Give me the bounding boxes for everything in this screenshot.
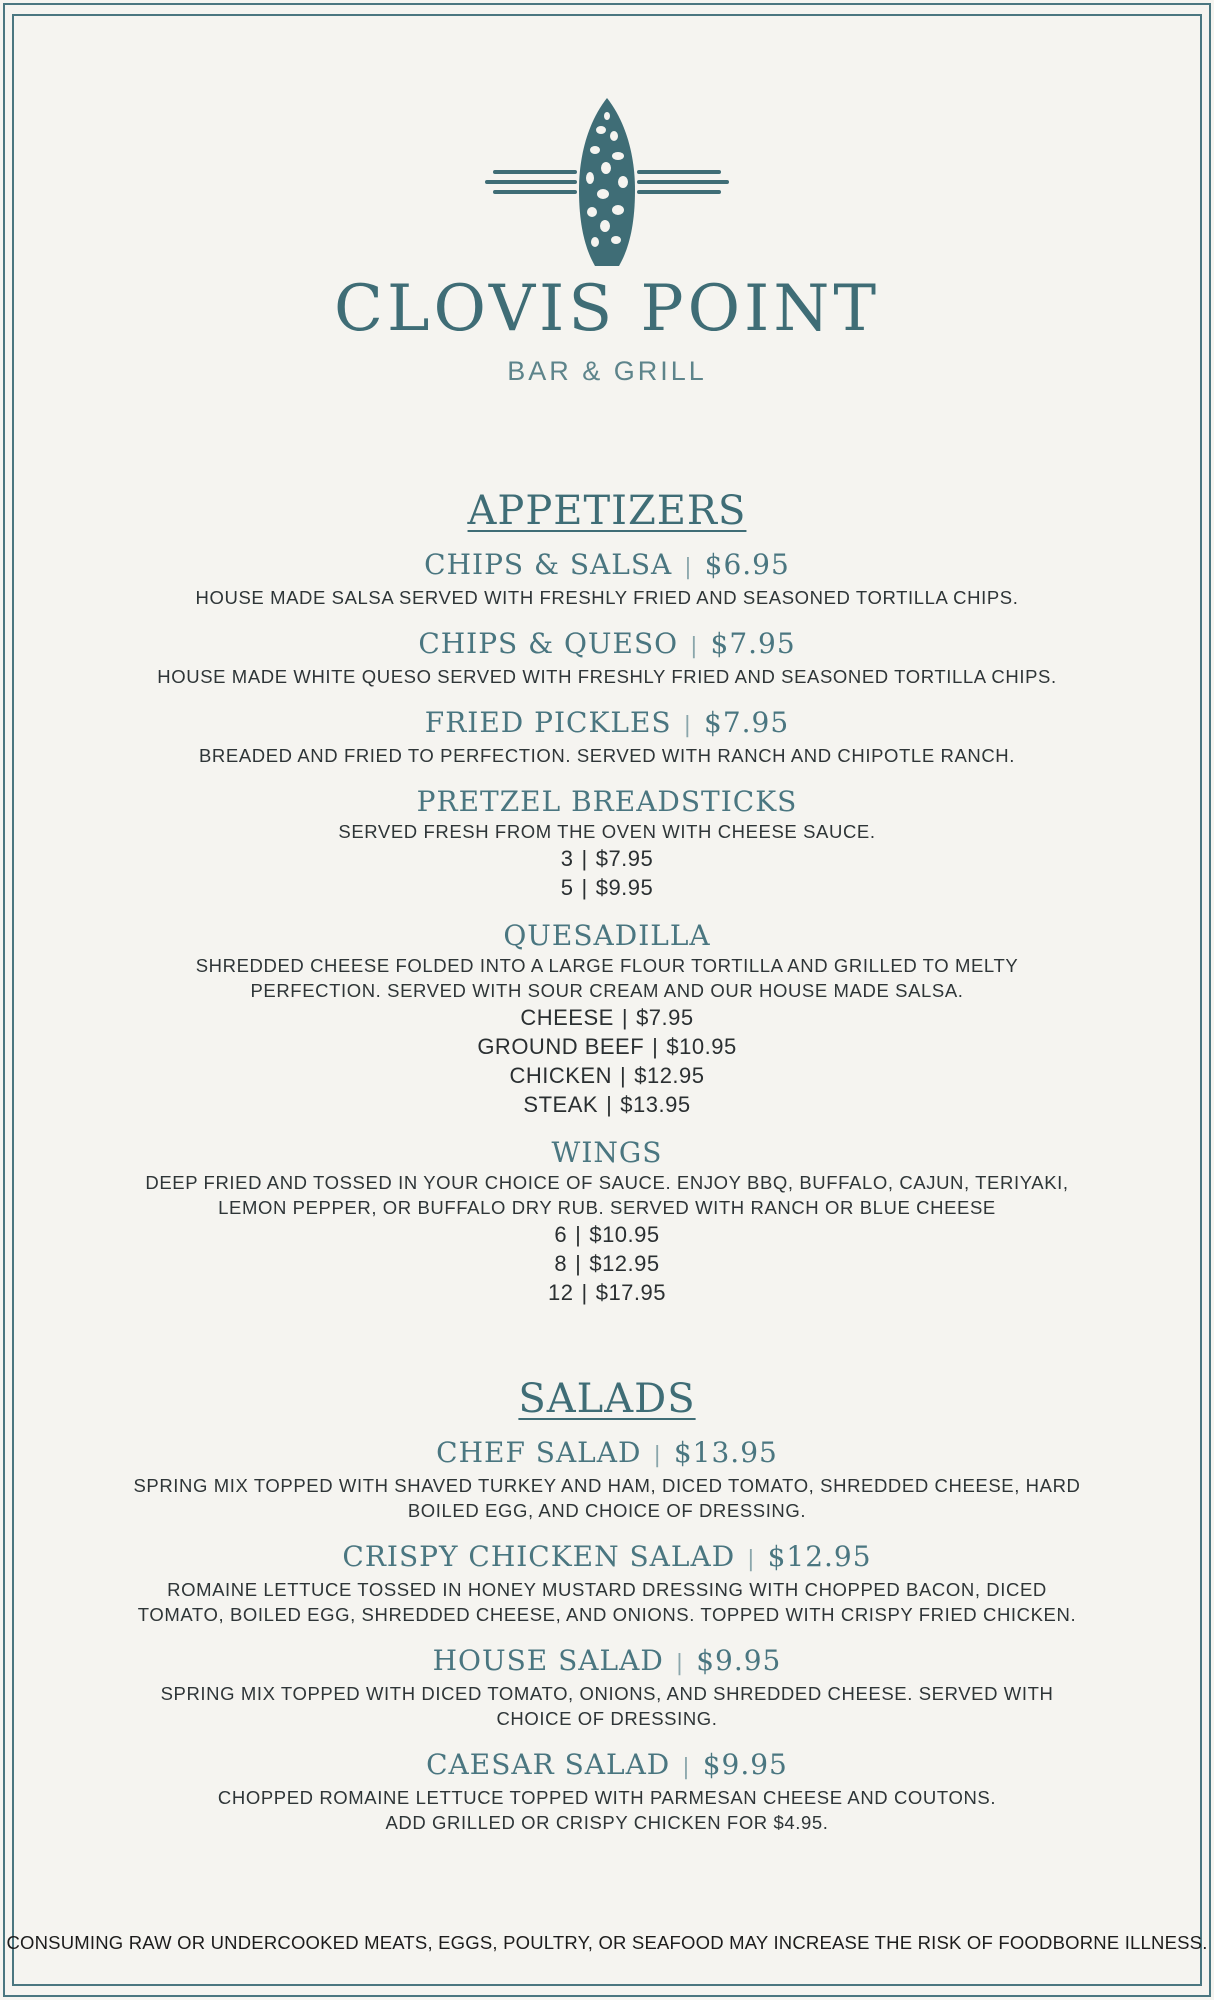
item-description-line-1: DEEP FRIED AND TOSSED IN YOUR CHOICE OF SAUCE. ENJOY BBQ, BUFFALO, CAJUN, TERIYAKI, bbox=[145, 1172, 1069, 1193]
item-price: $7.95 bbox=[710, 627, 796, 660]
item-name: WINGS bbox=[551, 1136, 663, 1169]
option-label: 8 bbox=[554, 1251, 568, 1276]
separator: | bbox=[581, 875, 588, 900]
item-name: CHEF SALAD bbox=[436, 1436, 642, 1469]
option-price: $7.95 bbox=[595, 846, 654, 871]
item-description-line-1: SHREDDED CHEESE FOLDED INTO A LARGE FLOUR TORTILLA AND GRILLED TO MELTY bbox=[195, 955, 1019, 976]
price-option bbox=[20, 1032, 1194, 1061]
separator: | bbox=[620, 1063, 627, 1088]
option-label: CHEESE bbox=[520, 1005, 614, 1030]
price-option bbox=[20, 1220, 1194, 1249]
item-description-line-1: SPRING MIX TOPPED WITH SHAVED TURKEY AND HAM, DICED TOMATO, SHREDDED CHEESE, HARD bbox=[133, 1475, 1081, 1496]
item-description-line-2: CHOICE OF DRESSING. bbox=[496, 1708, 718, 1729]
price-option bbox=[20, 1249, 1194, 1278]
item-description-line-1: SPRING MIX TOPPED WITH DICED TOMATO, ONIONS, AND SHREDDED CHEESE. SERVED WITH bbox=[160, 1683, 1054, 1704]
option-label: STEAK bbox=[523, 1092, 599, 1117]
item-description: HOUSE MADE WHITE QUESO SERVED WITH FRESHLY FRIED AND SEASONED TORTILLA CHIPS. bbox=[157, 666, 1057, 687]
separator: | bbox=[684, 555, 693, 580]
menu-item-pretzel-breadsticks bbox=[20, 785, 1194, 902]
item-name: CHIPS & QUESO bbox=[418, 627, 679, 660]
separator: | bbox=[747, 1547, 756, 1572]
option-price: $13.95 bbox=[620, 1092, 691, 1117]
item-description-line-2: BOILED EGG, AND CHOICE OF DRESSING. bbox=[407, 1500, 807, 1521]
arrowhead-logo-icon bbox=[0, 90, 1214, 270]
item-name: FRIED PICKLES bbox=[424, 706, 672, 739]
item-price: $13.95 bbox=[673, 1436, 778, 1469]
option-label: 3 bbox=[560, 846, 574, 871]
price-option bbox=[20, 1061, 1194, 1090]
separator: | bbox=[581, 846, 588, 871]
item-name: CAESAR SALAD bbox=[426, 1748, 671, 1781]
price-option bbox=[20, 1003, 1194, 1032]
separator: | bbox=[653, 1443, 662, 1468]
separator: | bbox=[675, 1651, 685, 1676]
item-description: BREADED AND FRIED TO PERFECTION. SERVED WITH RANCH AND CHIPOTLE RANCH. bbox=[198, 745, 1016, 766]
menu-item-fried-pickles bbox=[20, 706, 1194, 768]
option-label: 5 bbox=[560, 875, 574, 900]
item-price: $7.95 bbox=[704, 706, 790, 739]
item-name: QUESADILLA bbox=[503, 919, 711, 952]
separator: | bbox=[606, 1092, 613, 1117]
section-title-salads: SALADS bbox=[518, 1376, 696, 1422]
separator: | bbox=[682, 1755, 691, 1780]
brand-subtitle: BAR & GRILL bbox=[507, 356, 707, 386]
option-price: $12.95 bbox=[634, 1063, 705, 1088]
option-price: $10.95 bbox=[589, 1222, 660, 1247]
brand-name: CLOVIS POINT bbox=[334, 272, 880, 346]
food-safety-disclaimer: CONSUMING RAW OR UNDERCOOKED MEATS, EGGS, POULTRY, OR SEAFOOD MAY INCREASE THE RISK OF FOODBORNE ILLNESS. bbox=[6, 1932, 1208, 1953]
item-price: $6.95 bbox=[704, 548, 790, 581]
item-price: $12.95 bbox=[767, 1540, 872, 1573]
section-title-appetizers: APPETIZERS bbox=[467, 488, 747, 534]
option-price: $17.95 bbox=[595, 1280, 666, 1305]
separator: | bbox=[581, 1280, 588, 1305]
separator: | bbox=[621, 1005, 629, 1030]
menu-item-quesadilla bbox=[20, 919, 1194, 1119]
separator: | bbox=[575, 1251, 582, 1276]
menu-item-chef-salad bbox=[20, 1436, 1194, 1523]
separator: | bbox=[652, 1034, 659, 1059]
item-description-line-2: PERFECTION. SERVED WITH SOUR CREAM AND OUR HOUSE MADE SALSA. bbox=[250, 980, 964, 1001]
item-description-line-2: LEMON PEPPER, OR BUFFALO DRY RUB. SERVED WITH RANCH OR BLUE CHEESE bbox=[218, 1197, 996, 1218]
item-name: HOUSE SALAD bbox=[432, 1644, 664, 1677]
item-name: PRETZEL BREADSTICKS bbox=[416, 785, 798, 818]
separator: | bbox=[690, 634, 699, 659]
price-option bbox=[20, 873, 1194, 902]
option-price: $9.95 bbox=[595, 875, 654, 900]
item-description-line-1: ROMAINE LETTUCE TOSSED IN HONEY MUSTARD DRESSING WITH CHOPPED BACON, DICED bbox=[167, 1579, 1047, 1600]
price-option bbox=[20, 1278, 1194, 1307]
menu-item-crispy-chicken-salad bbox=[20, 1540, 1194, 1627]
item-price: $9.95 bbox=[702, 1748, 788, 1781]
item-description-line-1: CHOPPED ROMAINE LETTUCE TOPPED WITH PARMESAN CHEESE AND COUTONS. bbox=[217, 1787, 997, 1808]
item-description-line-2: TOMATO, BOILED EGG, SHREDDED CHEESE, AND ONIONS. TOPPED WITH CRISPY FRIED CHICKEN. bbox=[137, 1604, 1077, 1625]
option-price: $12.95 bbox=[589, 1251, 660, 1276]
menu-item-chips-queso bbox=[20, 627, 1194, 689]
salads-section bbox=[20, 1376, 1194, 1852]
option-label: 6 bbox=[554, 1222, 568, 1247]
menu-item-caesar-salad bbox=[20, 1748, 1194, 1835]
item-description: SERVED FRESH FROM THE OVEN WITH CHEESE SAUCE. bbox=[338, 821, 876, 842]
separator: | bbox=[683, 713, 693, 738]
item-description: HOUSE MADE SALSA SERVED WITH FRESHLY FRIED AND SEASONED TORTILLA CHIPS. bbox=[195, 587, 1019, 608]
item-description-line-2: ADD GRILLED OR CRISPY CHICKEN FOR $4.95. bbox=[385, 1812, 829, 1833]
separator: | bbox=[575, 1222, 582, 1247]
option-label: GROUND BEEF bbox=[477, 1034, 645, 1059]
item-name: CRISPY CHICKEN SALAD bbox=[342, 1540, 736, 1573]
option-price: $7.95 bbox=[636, 1005, 694, 1030]
item-price: $9.95 bbox=[696, 1644, 782, 1677]
option-label: CHICKEN bbox=[509, 1063, 612, 1088]
price-option bbox=[20, 1090, 1194, 1119]
menu-item-house-salad bbox=[20, 1644, 1194, 1731]
price-option bbox=[20, 844, 1194, 873]
item-name: CHIPS & SALSA bbox=[424, 548, 673, 581]
appetizers-section bbox=[20, 488, 1194, 1324]
option-label: 12 bbox=[548, 1280, 574, 1305]
menu-item-chips-salsa bbox=[20, 548, 1194, 610]
option-price: $10.95 bbox=[666, 1034, 737, 1059]
menu-item-wings bbox=[20, 1136, 1194, 1307]
